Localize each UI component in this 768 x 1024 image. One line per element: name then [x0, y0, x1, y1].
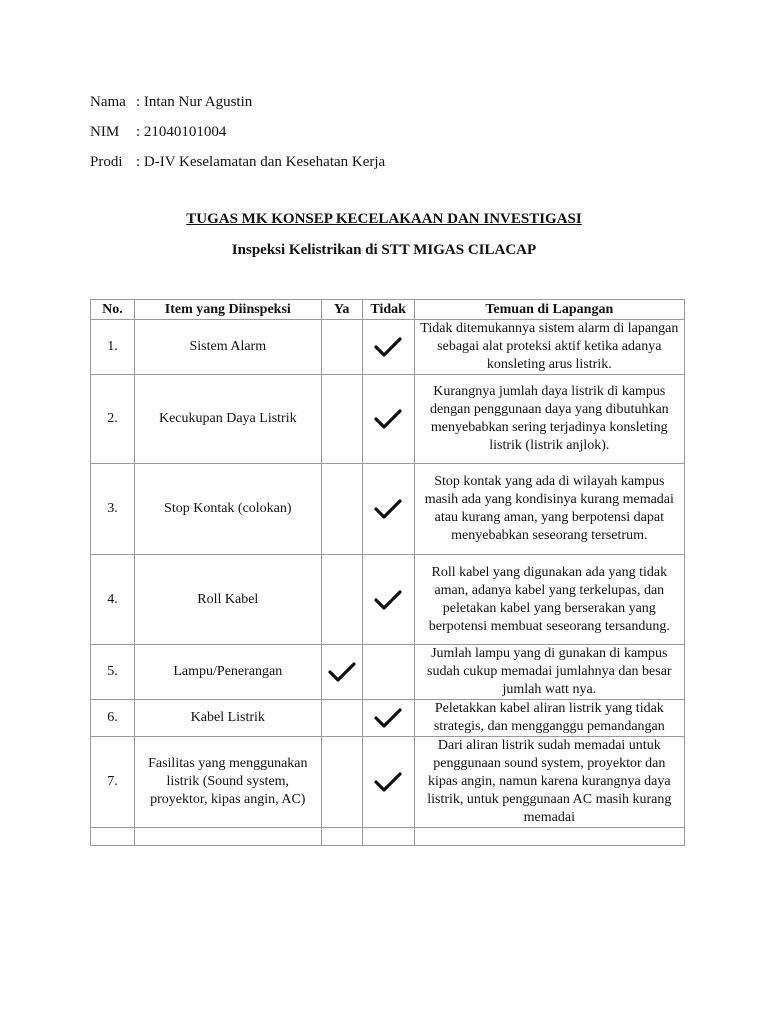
empty-cell — [321, 828, 362, 846]
prodi-value: : D-IV Keselamatan dan Kesehatan Kerja — [136, 154, 386, 170]
row-number: 7. — [91, 737, 135, 828]
row-number: 4. — [91, 555, 135, 645]
finding-text: Peletakkan kabel aliran listrik yang tidak strategis, dan mengganggu pemandangan — [414, 700, 684, 737]
tidak-cell — [362, 464, 414, 555]
tidak-cell — [362, 555, 414, 645]
row-number: 5. — [91, 645, 135, 700]
ya-cell — [321, 555, 362, 645]
checkmark-icon — [373, 336, 403, 358]
tidak-cell — [362, 320, 414, 375]
inspected-item: Kabel Listrik — [134, 700, 321, 737]
checkmark-icon — [373, 408, 403, 430]
tidak-cell — [362, 375, 414, 464]
checkmark-icon — [373, 771, 403, 793]
inspected-item: Roll Kabel — [134, 555, 321, 645]
inspected-item: Stop Kontak (colokan) — [134, 464, 321, 555]
checkmark-icon — [373, 498, 403, 520]
info-row-prodi — [90, 151, 385, 181]
row-number: 2. — [91, 375, 135, 464]
table-row — [91, 700, 685, 737]
finding-text: Roll kabel yang digunakan ada yang tidak aman, adanya kabel yang terkelupas, dan peletakan kabel yang berserakan yang berpotensi membuat seseorang tersandung. — [414, 555, 684, 645]
checkmark-icon — [373, 707, 403, 729]
ya-cell — [321, 464, 362, 555]
table-row — [91, 555, 685, 645]
nama-value: : Intan Nur Agustin — [136, 94, 253, 110]
finding-text: Dari aliran listrik sudah memadai untuk penggunaan sound system, proyektor dan kipas angin, namun karena kurangnya daya listrik, untuk penggunaan AC masih kurang memadai — [414, 737, 684, 828]
nim-label: NIM — [90, 124, 120, 140]
inspected-item: Lampu/Penerangan — [134, 645, 321, 700]
inspected-item: Sistem Alarm — [134, 320, 321, 375]
nama-label: Nama — [90, 94, 126, 110]
checkmark-icon — [373, 589, 403, 611]
tidak-cell — [362, 700, 414, 737]
table-row — [91, 737, 685, 828]
header-tidak: Tidak — [362, 300, 414, 320]
table-row — [91, 464, 685, 555]
row-number: 1. — [91, 320, 135, 375]
table-row-empty — [91, 828, 685, 846]
ya-cell — [321, 645, 362, 700]
document-subtitle: Inspeksi Kelistrikan di STT MIGAS CILACAP — [231, 242, 537, 258]
inspection-table — [90, 299, 685, 846]
header-item: Item yang Diinspeksi — [134, 300, 321, 320]
header-ya: Ya — [321, 300, 362, 320]
finding-text: Kurangnya jumlah daya listrik di kampus dengan penggunaan daya yang dibutuhkan menyebabkan sering terjadinya konsleting listrik (listrik anjlok). — [414, 375, 684, 464]
empty-cell — [134, 828, 321, 846]
prodi-label: Prodi — [90, 154, 123, 170]
finding-text: Jumlah lampu yang di gunakan di kampus sudah cukup memadai jumlahnya dan besar jumlah watt nya. — [414, 645, 684, 700]
ya-cell — [321, 700, 362, 737]
header-temuan: Temuan di Lapangan — [414, 300, 684, 320]
empty-cell — [362, 828, 414, 846]
tidak-cell — [362, 645, 414, 700]
document-title: TUGAS MK KONSEP KECELAKAAN DAN INVESTIGASI — [186, 211, 582, 227]
inspected-item: Fasilitas yang menggunakan listrik (Sound system, proyektor, kipas angin, AC) — [134, 737, 321, 828]
info-row-nama — [90, 91, 385, 121]
table-header-row — [91, 300, 685, 320]
ya-cell — [321, 320, 362, 375]
info-row-nim — [90, 121, 385, 151]
table-row — [91, 320, 685, 375]
empty-cell — [91, 828, 135, 846]
finding-text: Tidak ditemukannya sistem alarm di lapangan sebagai alat proteksi aktif ketika adanya konsleting arus listrik. — [414, 320, 684, 375]
nim-value: : 21040101004 — [136, 124, 227, 140]
tidak-cell — [362, 737, 414, 828]
ya-cell — [321, 737, 362, 828]
row-number: 3. — [91, 464, 135, 555]
table-body — [91, 320, 685, 846]
empty-cell — [414, 828, 684, 846]
student-info — [90, 91, 385, 181]
ya-cell — [321, 375, 362, 464]
finding-text: Stop kontak yang ada di wilayah kampus masih ada yang kondisinya kurang memadai atau kurang aman, yang berpotensi dapat menyebabkan seseorang tersetrum. — [414, 464, 684, 555]
header-no: No. — [91, 300, 135, 320]
table-row — [91, 375, 685, 464]
checkmark-icon — [327, 661, 357, 683]
inspected-item: Kecukupan Daya Listrik — [134, 375, 321, 464]
table-row — [91, 645, 685, 700]
row-number: 6. — [91, 700, 135, 737]
